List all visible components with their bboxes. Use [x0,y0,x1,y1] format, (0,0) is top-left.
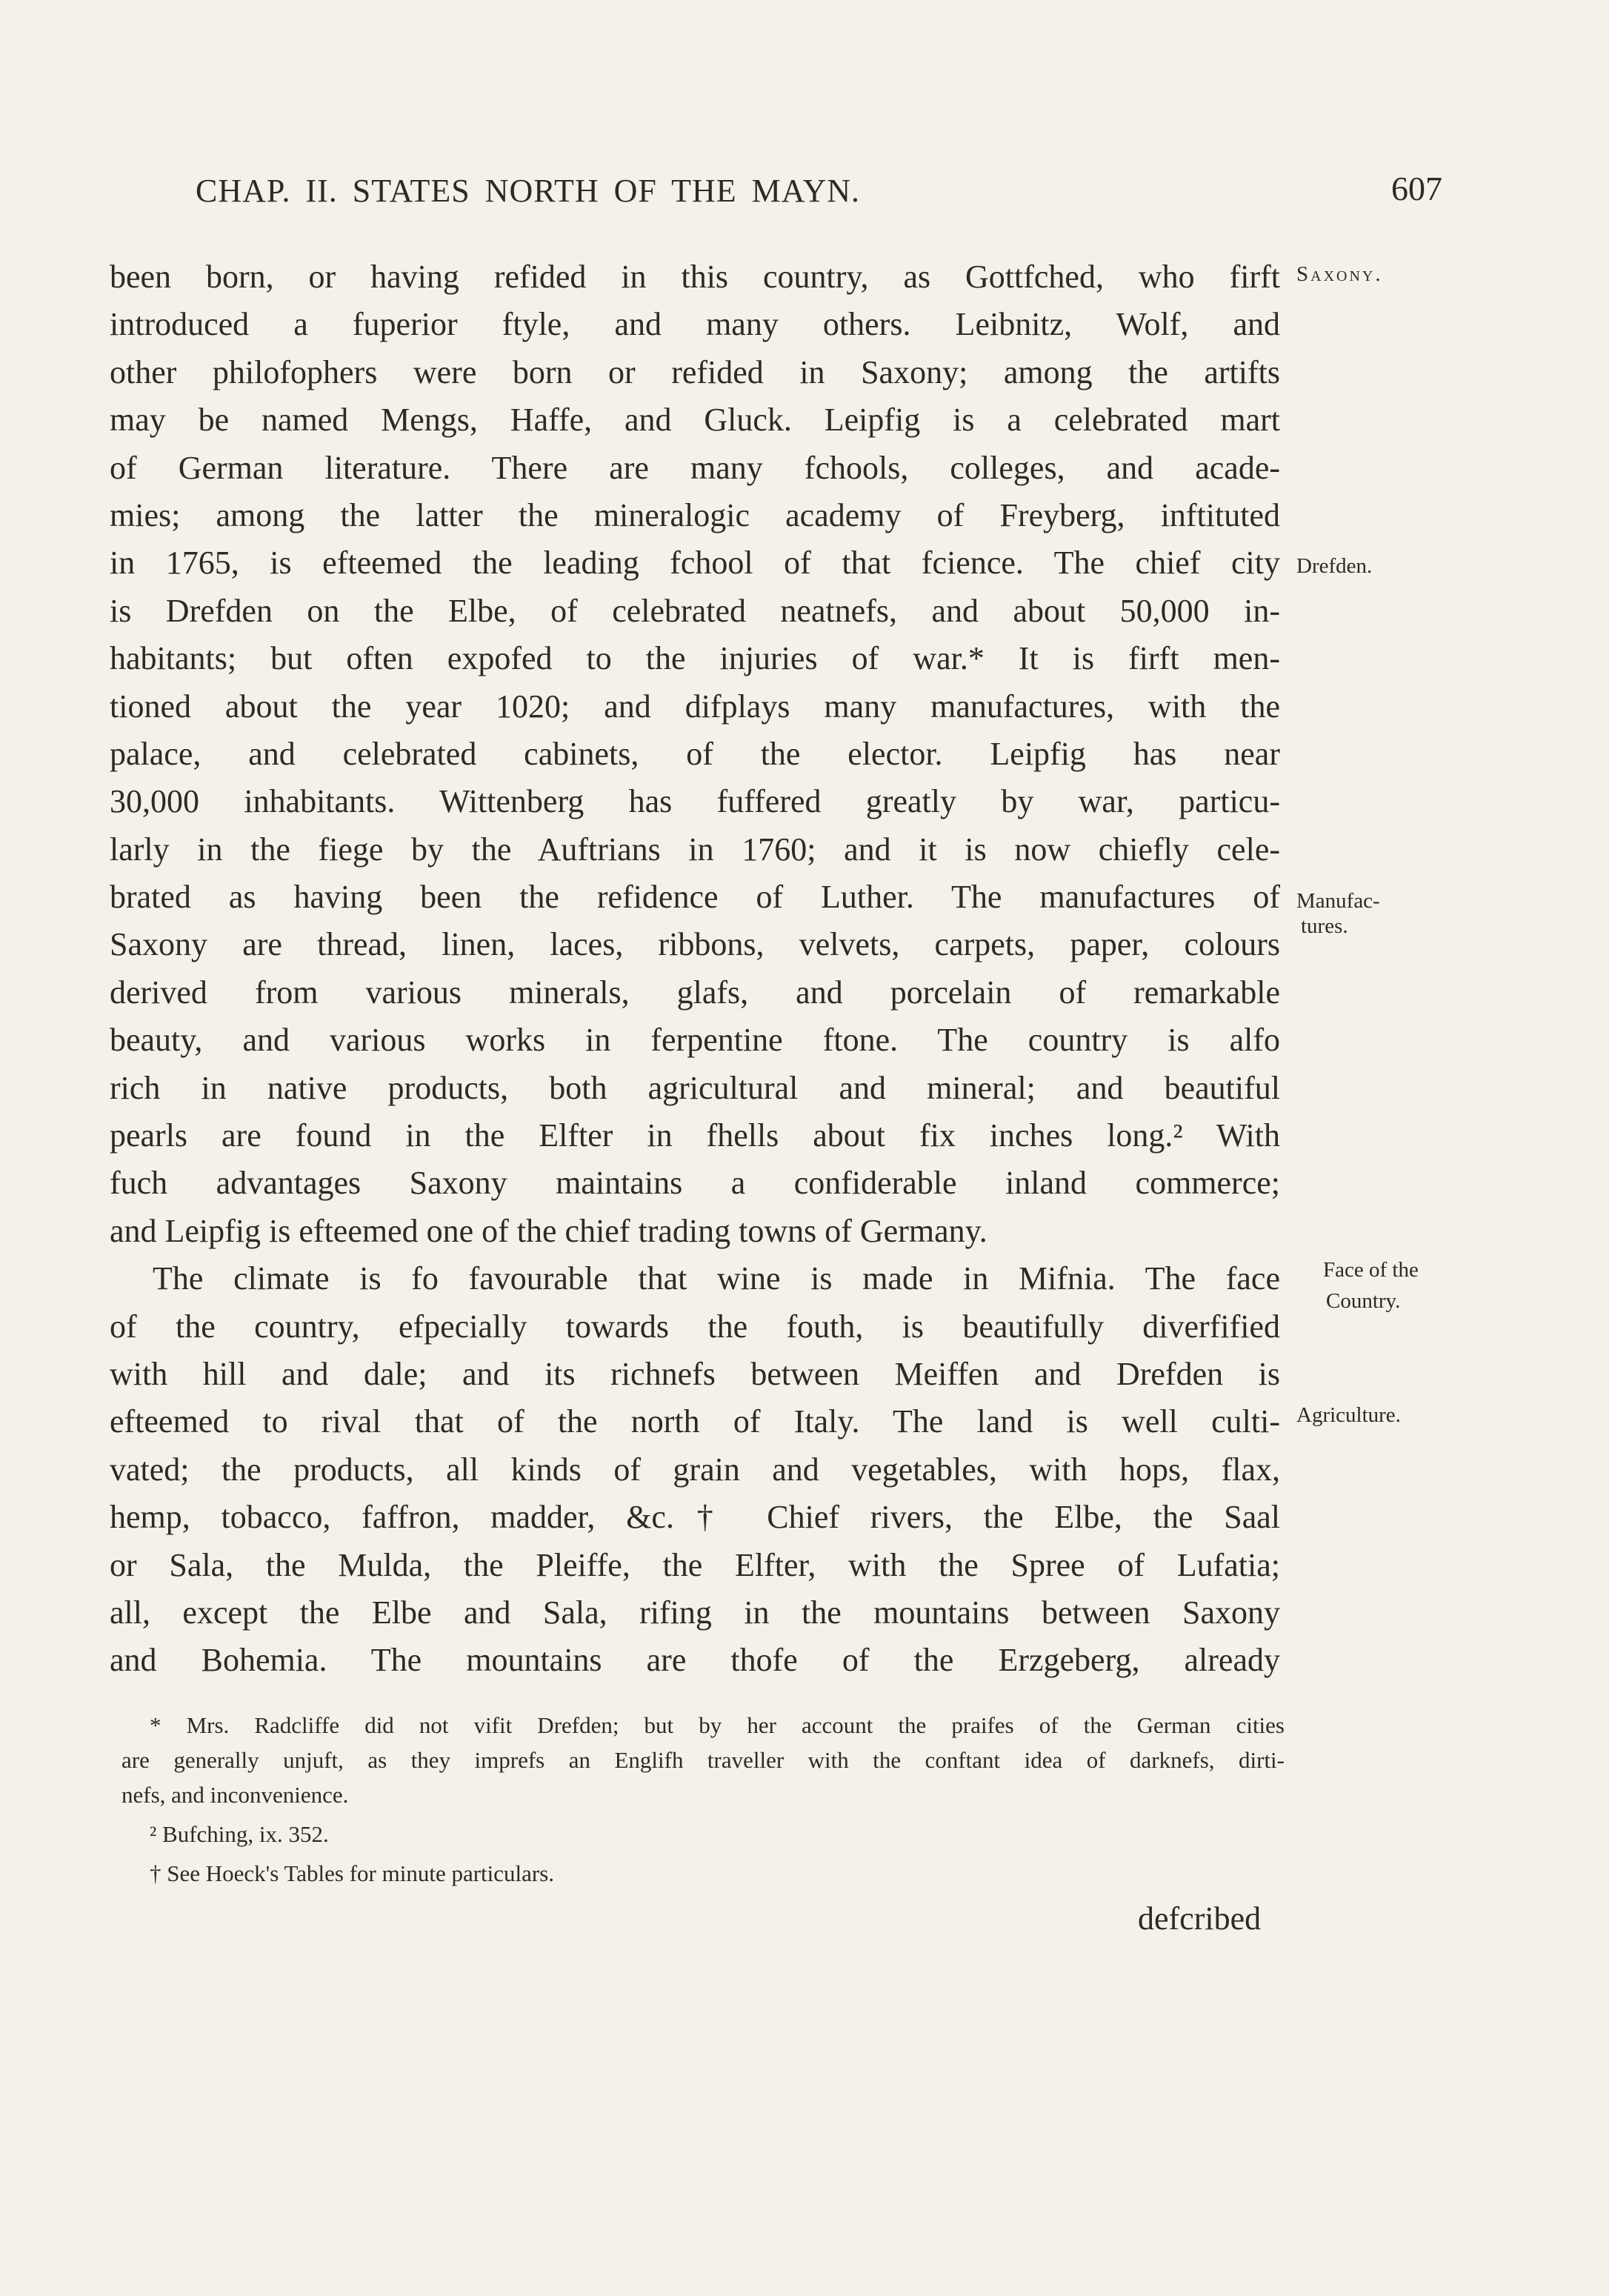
footnotes [121,1708,1285,1891]
text-line: beauty, and various works in ferpentine ftone. The country is alfo [110,1022,1280,1059]
text-line: mies; among the latter the mineralogic academy of Freyberg, inftituted [110,496,1280,533]
text-line: pearls are found in the Elfter in fhells about fix inches long.² With [110,1117,1280,1154]
margin-note-face-of-country-cont: Country. [1326,1289,1401,1313]
text-line: efteemed to rival that of the north of Italy. The land is well culti- [110,1403,1280,1440]
text-line: habitants; but often expofed to the injuries of war.* It is firft men- [110,640,1280,677]
text-line: and Leipfig is efteemed one of the chief trading towns of Germany. [110,1212,987,1249]
text-line: all, except the Elbe and Sala, rifing in the mountains between Saxony [110,1594,1280,1631]
footnote-line: † See Hoeck's Tables for minute particulars. [150,1860,555,1886]
text-line: is Drefden on the Elbe, of celebrated neatnefs, and about 50,000 in- [110,592,1280,629]
text-line: vated; the products, all kinds of grain and vegetables, with hops, flax, [110,1451,1280,1488]
margin-note-saxony: Saxony. [1296,262,1383,286]
text-line: Saxony are thread, linen, laces, ribbons, velvets, carpets, paper, colours [110,926,1280,963]
text-line: may be named Mengs, Haffe, and Gluck. Leipfig is a celebrated mart [110,402,1280,439]
margin-note-manufactures: Manufac- [1296,889,1380,913]
body-text [110,253,1280,1685]
text-line: in 1765, is efteemed the leading fchool of that fcience. The chief city [110,545,1280,582]
text-line: or Sala, the Mulda, the Pleiffe, the Elfter, with the Spree of Lufatia; [110,1546,1280,1583]
text-line: tioned about the year 1020; and difplays many manufactures, with the [110,688,1280,725]
text-line: brated as having been the refidence of Luther. The manufactures of [110,879,1280,916]
footnote-line: ² Bufching, ix. 352. [150,1821,329,1847]
text-line: of the country, efpecially towards the fouth, is beautifully diverfified [110,1308,1280,1345]
text-line: of German literature. There are many fchools, colleges, and acade- [110,449,1280,486]
page-number: 607 [1391,170,1442,207]
text-line: 30,000 inhabitants. Wittenberg has fuffered greatly by war, particu- [110,783,1280,820]
running-head: CHAP. II. STATES NORTH OF THE MAYN. [196,173,861,209]
text-line: introduced a fuperior ftyle, and many others. Leibnitz, Wolf, and [110,306,1280,343]
margin-note-agriculture: Agriculture. [1296,1403,1401,1427]
footnote-line: nefs, and inconvenience. [121,1782,349,1808]
text-line: derived from various minerals, glafs, and porcelain of remarkable [110,974,1280,1011]
text-line: larly in the fiege by the Auftrians in 1760; and it is now chiefly cele- [110,831,1280,868]
text-line: been born, or having refided in this country, as Gottfched, who firft [110,259,1280,295]
text-line: palace, and celebrated cabinets, of the elector. Leipfig has near [110,735,1280,772]
text-line: The climate is fo favourable that wine is made in Mifnia. The face [153,1260,1280,1297]
text-line: hemp, tobacco, faffron, madder, &c.† Chief rivers, the Elbe, the Saal [110,1499,1280,1536]
margin-note-face-of-country: Face of the [1323,1258,1419,1282]
text-line: and Bohemia. The mountains are thofe of the Erzgeberg, already [110,1642,1280,1679]
catchword: defcribed [1138,1900,1262,1937]
text-line: with hill and dale; and its richnefs between Meiffen and Drefden is [110,1355,1280,1392]
text-line: fuch advantages Saxony maintains a confiderable inland commerce; [110,1165,1280,1202]
margin-note-manufactures-cont: tures. [1301,914,1348,938]
text-line: other philofophers were born or refided in Saxony; among the artifts [110,353,1280,390]
footnote-line: are generally unjuft, as they imprefs an Englifh traveller with the conftant idea of darknefs, dirti- [121,1747,1285,1773]
footnote-line: * Mrs. Radcliffe did not vifit Drefden; but by her account the praifes of the German cities [150,1712,1285,1738]
margin-note-dresden: Drefden. [1296,554,1373,578]
text-line: rich in native products, both agricultural and mineral; and beautiful [110,1069,1280,1106]
